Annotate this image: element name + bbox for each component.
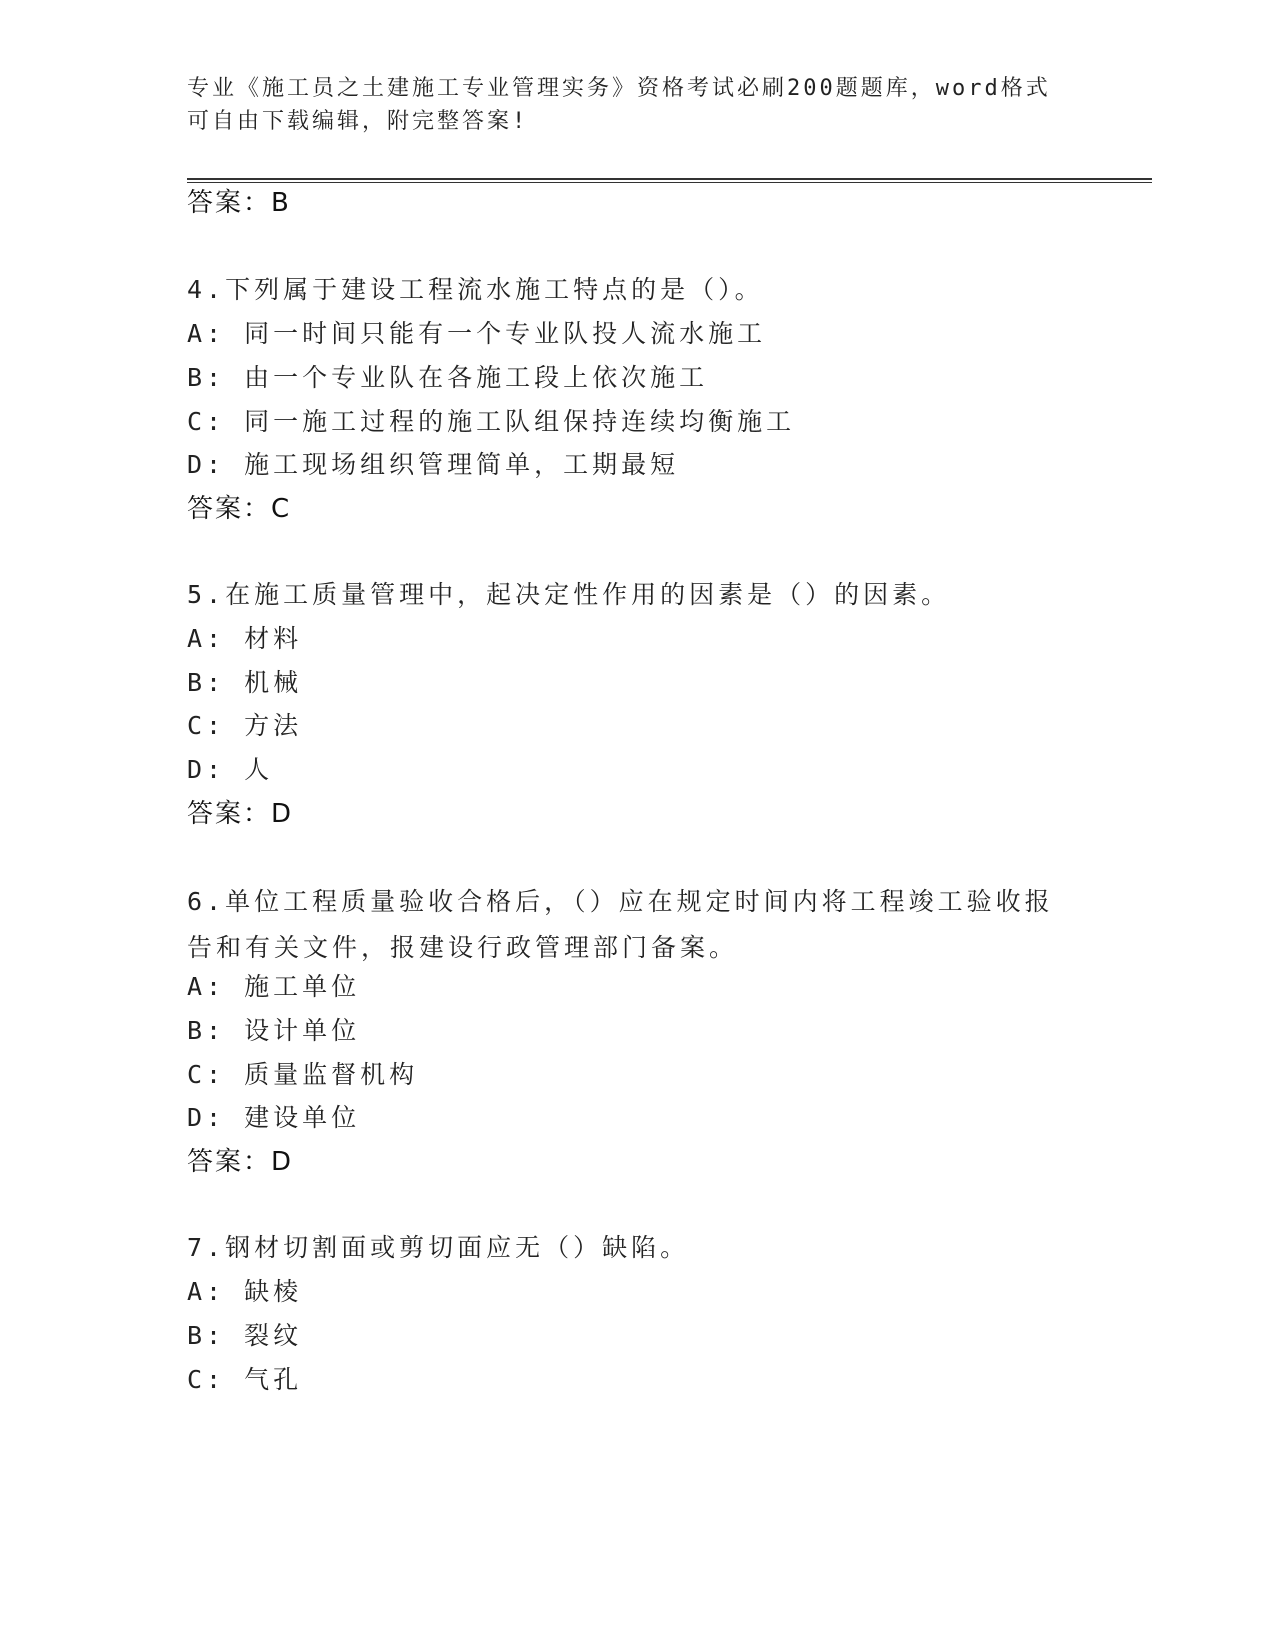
question-stem: 6.单位工程质量验收合格后，（）应在规定时间内将工程竣工验收报告和有关文件，报建设行政管理部门备案。: [187, 887, 1054, 962]
option-b: B: 裂纹: [187, 1321, 303, 1350]
option-b: B: 机械: [187, 668, 303, 697]
answer-text: 答案：B: [187, 188, 291, 218]
option-a: A: 材料: [187, 624, 303, 653]
option-b: B: 由一个专业队在各施工段上依次施工: [187, 363, 709, 392]
header-rule: [187, 178, 1152, 180]
option-c: C: 同一施工过程的施工队组保持连续均衡施工: [187, 407, 796, 436]
option-a: A: 同一时间只能有一个专业队投人流水施工: [187, 319, 767, 348]
answer-text: 答案：D: [187, 1147, 294, 1177]
question-stem: 4.下列属于建设工程流水施工特点的是（）。: [187, 275, 764, 304]
header-rule-thin: [187, 182, 1152, 183]
option-d: D: 人: [187, 755, 274, 784]
option-d: D: 建设单位: [187, 1103, 361, 1132]
option-a: A: 施工单位: [187, 972, 361, 1001]
question-stem: 7.钢材切割面或剪切面应无（）缺陷。: [187, 1233, 690, 1262]
option-c: C: 质量监督机构: [187, 1060, 419, 1089]
document-header: 专业《施工员之土建施工专业管理实务》资格考试必刷200题题库，word格式可自由下载编辑，附完整答案!: [187, 76, 1051, 134]
answer-text: 答案：D: [187, 799, 294, 829]
option-d: D: 施工现场组织管理简单，工期最短: [187, 450, 680, 479]
question-stem: 5.在施工质量管理中，起决定性作用的因素是（）的因素。: [187, 580, 951, 609]
answer-text: 答案：C: [187, 494, 292, 524]
option-b: B: 设计单位: [187, 1016, 361, 1045]
option-c: C: 气孔: [187, 1365, 303, 1394]
option-a: A: 缺棱: [187, 1277, 303, 1306]
option-c: C: 方法: [187, 711, 303, 740]
